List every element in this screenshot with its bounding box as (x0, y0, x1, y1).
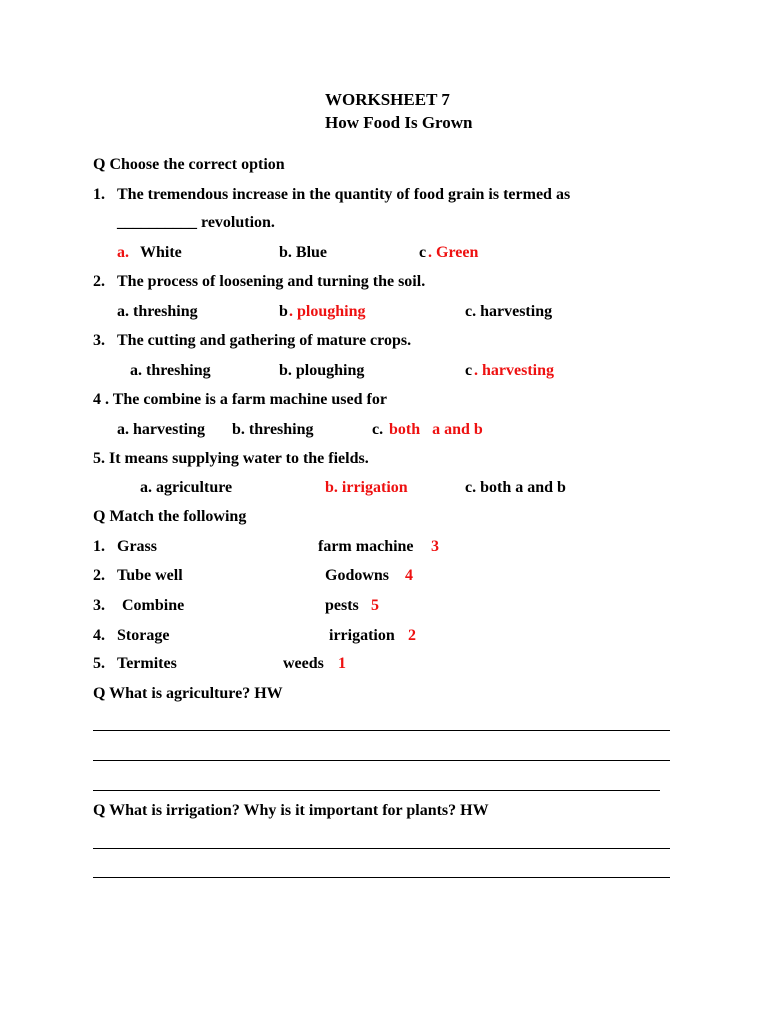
match-row-3-right: pests (325, 597, 359, 614)
answer-line-2 (93, 760, 670, 761)
match-heading: Q Match the following (93, 508, 247, 525)
q4-option-a: a. harvesting (117, 421, 205, 438)
irrigation-question: Q What is irrigation? Why is it important for plants? HW (93, 802, 489, 819)
q4-option-b: b. threshing (232, 421, 314, 438)
match-row-2-right: Godowns (325, 567, 390, 584)
q1-option-c-letter: c (419, 244, 427, 261)
q5-text: 5. It means supplying water to the fields. (93, 450, 369, 467)
match-row-4-number: 4. (93, 627, 105, 644)
q2-option-a: a. threshing (117, 303, 198, 320)
q5-option-c: c. both a and b (465, 479, 566, 496)
q2-option-b-text: . ploughing (289, 303, 366, 320)
match-row-2-number: 2. (93, 567, 105, 584)
q3-option-c-letter: c (465, 362, 473, 379)
match-row-5-left: Termites (117, 655, 177, 672)
q1-text-continued: __________ revolution. (117, 214, 275, 231)
q2-option-c: c. harvesting (465, 303, 553, 320)
q3-option-b: b. ploughing (279, 362, 365, 379)
q1-option-c-text: . Green (428, 244, 479, 261)
agriculture-question: Q What is agriculture? HW (93, 685, 283, 702)
match-row-4-right: irrigation (329, 627, 395, 644)
q3-option-a: a. threshing (130, 362, 211, 379)
match-row-2-answer: 4 (405, 567, 413, 584)
match-row-3-number: 3. (93, 597, 105, 614)
match-row-1-right: farm machine (318, 538, 414, 555)
q1-option-b: b. Blue (279, 244, 328, 261)
match-row-1-left: Grass (117, 538, 157, 555)
match-row-1-answer: 3 (431, 538, 439, 555)
q4-option-c-text: both a and b (389, 421, 483, 438)
worksheet-subtitle: How Food Is Grown (325, 113, 473, 132)
q1-number: 1. (93, 186, 105, 203)
answer-line-1 (93, 730, 670, 731)
mcq-heading: Q Choose the correct option (93, 156, 285, 173)
q1-option-a-letter: a. (117, 244, 129, 261)
answer-line-5 (93, 877, 670, 878)
q5-option-a: a. agriculture (140, 479, 233, 496)
match-row-4-left: Storage (117, 627, 170, 644)
q4-option-c-letter: c. (372, 421, 384, 438)
answer-line-3 (93, 790, 660, 791)
q1-option-a-text: White (140, 244, 182, 261)
match-row-1-number: 1. (93, 538, 105, 555)
answer-line-4 (93, 848, 670, 849)
worksheet-title: WORKSHEET 7 (325, 90, 450, 109)
q2-number: 2. (93, 273, 105, 290)
match-row-5-answer: 1 (338, 655, 346, 672)
q3-option-c-text: . harvesting (474, 362, 554, 379)
match-row-2-left: Tube well (117, 567, 183, 584)
q2-option-b-letter: b (279, 303, 288, 320)
match-row-3-left: Combine (122, 597, 185, 614)
match-row-5-number: 5. (93, 655, 105, 672)
match-row-5-right: weeds (283, 655, 324, 672)
q5-option-b: b. irrigation (325, 479, 408, 496)
q1-text: The tremendous increase in the quantity of food grain is termed as (117, 186, 571, 203)
match-row-3-answer: 5 (371, 597, 379, 614)
q3-number: 3. (93, 332, 105, 349)
q3-text: The cutting and gathering of mature crops. (117, 332, 412, 349)
match-row-4-answer: 2 (408, 627, 416, 644)
q4-text: 4 . The combine is a farm machine used for (93, 391, 387, 408)
q2-text: The process of loosening and turning the soil. (117, 273, 426, 290)
